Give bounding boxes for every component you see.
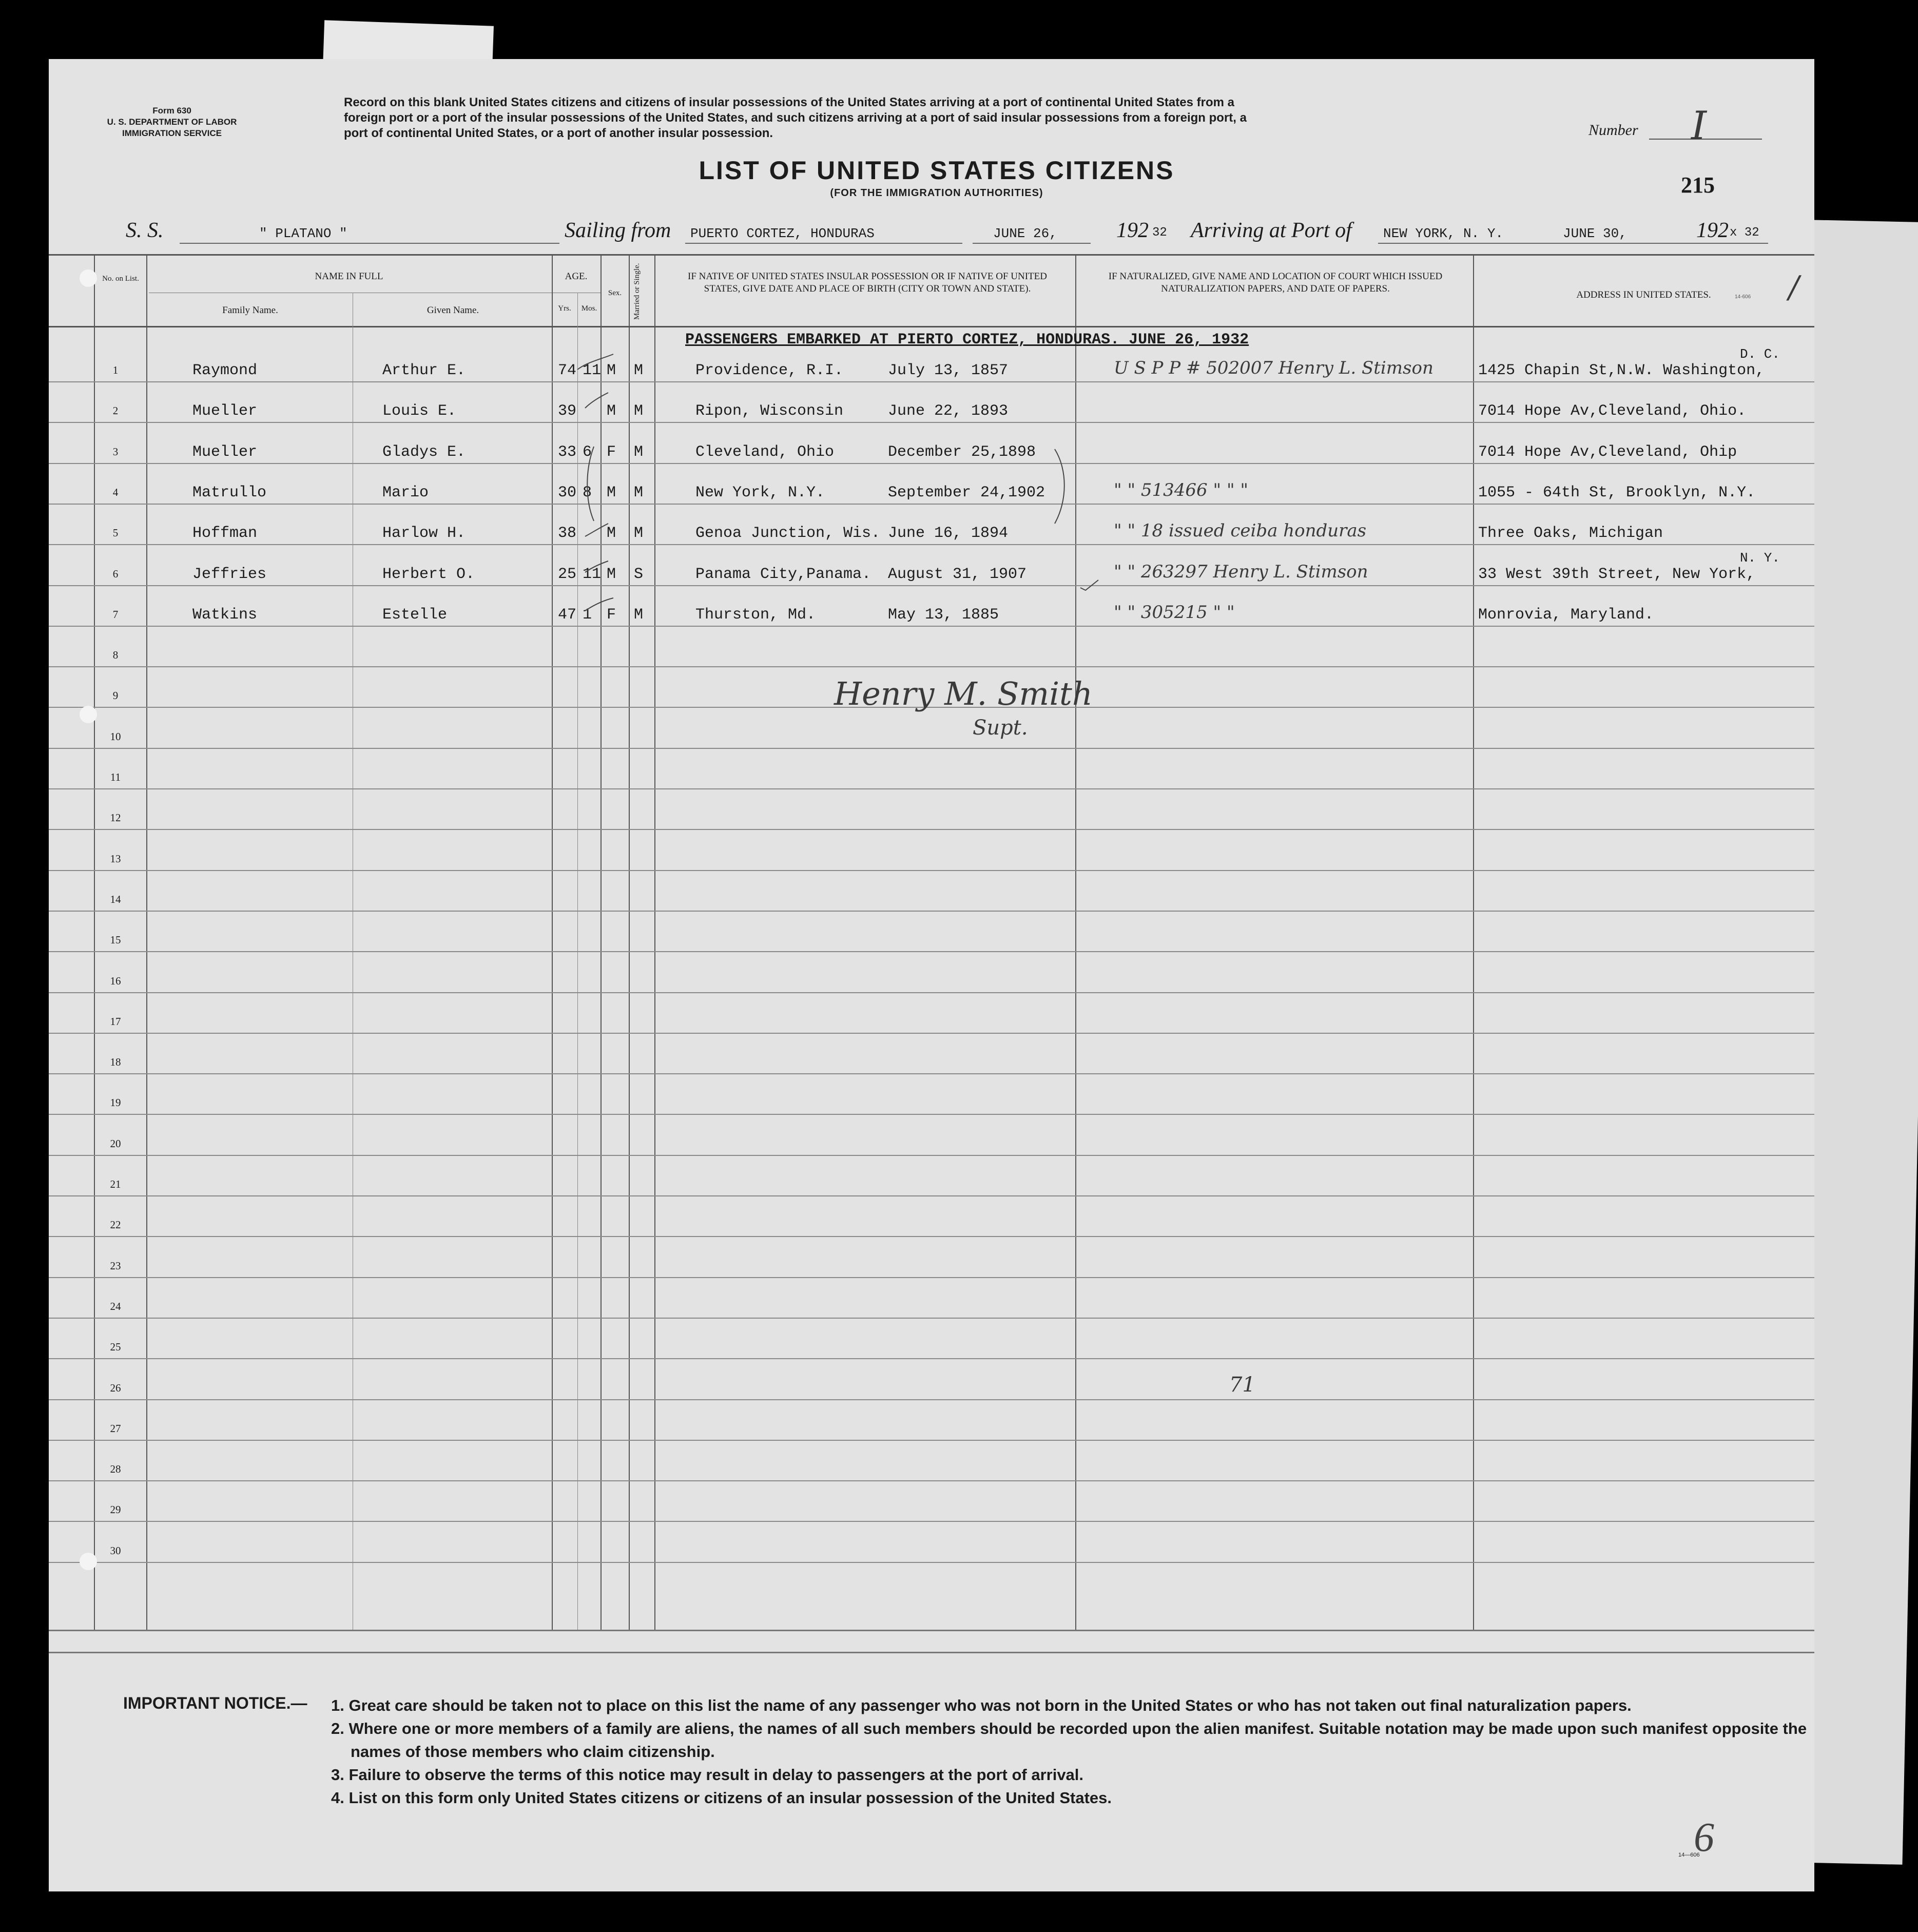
address: Three Oaks, Michigan [1478,525,1663,543]
family-name: Hoffman [192,525,258,543]
row-number: 19 [110,1096,121,1109]
address: Monrovia, Maryland. [1478,606,1654,624]
row-number: 13 [110,852,121,865]
tick-mark-2 [585,393,608,408]
arrival-year: 192 [1696,219,1729,242]
given-name: Estelle [382,606,448,624]
ship-name: " PLATANO " [259,226,347,241]
sex: F [607,606,616,624]
punch-hole [80,706,97,723]
marital-status: S [634,565,644,583]
arriving-label: Arriving at Port of [1191,219,1352,242]
tick-mark-5 [585,524,608,536]
col-head-sex: Sex. [608,289,622,297]
family-name: Mueller [192,443,258,461]
check-mark-4 [1080,580,1098,590]
row-number: 26 [110,1381,121,1394]
sex: M [607,525,616,543]
naturalization-note: " " 305215 " " [1114,602,1235,623]
given-name: Mario [382,484,429,501]
given-name: Harlow H. [382,525,466,543]
form-number: Form 630 [152,106,191,115]
birth-place: Providence, R.I. [695,362,844,379]
sex: M [607,362,616,379]
birth-place: Thurston, Md. [695,606,816,624]
naturalization-note: " " 513466 " " " [1114,479,1249,500]
col-head-age: AGE. [565,271,588,282]
signature-title: Supt. [973,716,1028,740]
notice-item-2: 2. Where one or more members of a family are aliens, the names of all such members should be recorded upon the alien manifest. Suitable notation may be made upon such manifest opposite the names of those members who claim citizenship. [331,1720,1807,1761]
printer-mark: 14-606 [1735,294,1751,300]
family-name: Mueller [192,402,258,420]
birth-place: Genoa Junction, Wis. [695,525,881,543]
address: 7014 Hope Av,Cleveland, Ohio. [1478,402,1747,420]
number-label: Number [1588,122,1638,139]
naturalization-note: " " 263297 Henry L. Stimson [1114,561,1368,582]
row-number: 30 [110,1544,121,1557]
address-state-note: N. Y. [1740,550,1780,566]
age-years: 74 [558,362,577,379]
age-months: 6 [583,443,592,461]
sailing-date: JUNE 26, [993,226,1057,241]
corner-handwritten-mark: 6 [1694,1815,1714,1860]
age-months: 8 [583,484,592,501]
row-number: 18 [110,1056,121,1069]
col-head-address: ADDRESS IN UNITED STATES. [1576,289,1711,300]
col-head-given: Given Name. [427,305,479,316]
arrival-year-correction: x 32 [1730,226,1759,240]
address-state-note: D. C. [1740,346,1780,362]
sex: M [607,402,616,420]
instructions-line-1: Record on this blank United States citizens and citizens of insular possessions of the United States arriving at a port of continental United States from a [344,95,1234,109]
margin-mark: / [1789,269,1799,305]
row-number: 3 [112,445,119,458]
row-number: 7 [112,608,119,621]
naturalization-note: " " 18 issued ceiba honduras [1114,520,1367,542]
age-years: 39 [558,402,577,420]
page-subtitle: (FOR THE IMMIGRATION AUTHORITIES) [830,187,1043,199]
birth-place: Panama City,Panama. [695,565,871,583]
embarkation-banner: PASSENGERS EMBARKED AT PIERTO CORTEZ, HONDURAS. JUNE 26, 1932 [685,331,1249,349]
birth-date: June 22, 1893 [888,402,1009,420]
row-number: 8 [112,649,119,662]
birth-place: Cleveland, Ohio [695,443,835,461]
age-years: 33 [558,443,577,461]
corner-code: 14—606 [1678,1852,1700,1858]
given-name: Herbert O. [382,565,475,583]
bracket-naturalized [1055,449,1064,524]
family-name: Watkins [192,606,258,624]
sailing-port: PUERTO CORTEZ, HONDURAS [690,226,875,241]
col-head-married: Married or Single. [633,263,641,320]
service-name: IMMIGRATION SERVICE [122,128,222,138]
notice-list [331,1694,1814,1809]
naturalization-note: U S P P # 502007 Henry L. Stimson [1114,358,1433,378]
row-number: 28 [110,1463,121,1476]
row-number: 29 [110,1503,121,1516]
col-head-no: No. on List. [102,275,139,283]
birth-date: September 24,1902 [888,484,1045,501]
age-years: 47 [558,606,577,624]
address: 1425 Chapin St,N.W. Washington, [1478,362,1765,379]
tick-mark-1 [577,354,613,370]
number-value: I [1691,103,1707,148]
birth-date: June 16, 1894 [888,525,1009,543]
row-number: 25 [110,1341,121,1354]
sailing-year: 192 [1116,219,1149,242]
row-number: 2 [112,404,119,417]
col-head-name-in-full: NAME IN FULL [315,271,383,282]
instructions-line-3: port of continental United States, or a port of another insular possession. [344,126,773,140]
age-years: 25 [558,565,577,583]
row-number: 9 [112,689,119,702]
row-number: 16 [110,974,121,987]
row-number: 21 [110,1178,121,1190]
row-number: 10 [110,730,121,743]
sex: M [607,484,616,501]
row-number: 14 [110,893,121,905]
sex: M [607,565,616,583]
notice-label: IMPORTANT NOTICE.— [123,1694,307,1712]
arrival-date: JUNE 30, [1563,226,1627,241]
mid-page-mark: 71 [1229,1373,1255,1397]
signature: Henry M. Smith [834,675,1093,712]
family-name: Raymond [192,362,258,379]
notice-item-3: 3. Failure to observe the terms of this notice may result in delay to passengers at the port of arrival. [331,1766,1084,1784]
row-number: 15 [110,934,121,946]
marital-status: M [634,443,644,461]
department-name: U. S. DEPARTMENT OF LABOR [107,117,237,127]
notice-item-1: 1. Great care should be taken not to place on this list the name of any passenger who was not born in the United States or who has not taken out final naturalization papers. [331,1696,1632,1714]
address: 33 West 39th Street, New York, [1478,565,1756,583]
bracket-mueller [587,447,594,521]
col-head-naturalized: IF NATURALIZED, GIVE NAME AND LOCATION OF COURT WHICH ISSUED NATURALIZATION PAPERS, AND DATE OF PAPERS. [1108,271,1443,294]
row-number: 1 [112,364,119,376]
given-name: Louis E. [382,402,457,420]
row-number: 24 [110,1300,121,1312]
age-months: 1 [583,606,592,624]
family-name: Jeffries [192,565,267,583]
row-number: 20 [110,1137,121,1150]
tick-mark-6 [585,561,608,572]
age-months: 11 [583,565,602,583]
birth-date: December 25,1898 [888,443,1036,461]
row-number: 17 [110,1015,121,1028]
birth-place: New York, N.Y. [695,484,825,501]
col-head-birth: IF NATIVE OF UNITED STATES INSULAR POSSESSION OR IF NATIVE OF UNITED STATES, GIVE DATE AND PLACE OF BIRTH (CITY OR TOWN AND STATE). [688,271,1047,294]
page-stamp-number: 215 [1681,172,1715,198]
given-name: Gladys E. [382,443,466,461]
arrival-port: NEW YORK, N. Y. [1383,226,1504,241]
punch-hole [80,1553,97,1570]
col-head-mos: Mos. [581,304,597,313]
page-title: LIST OF UNITED STATES CITIZENS [699,156,1175,185]
manifest-page [49,59,1814,1891]
marital-status: M [634,402,644,420]
marital-status: M [634,525,644,543]
instructions-line-2: foreign port or a port of the insular possessions of the United States, and such citizens arriving at a port of said insular possessions from a foreign port, a [344,111,1247,125]
row-number: 27 [110,1422,121,1435]
tick-mark-7 [585,598,613,611]
marital-status: M [634,484,644,501]
birth-date: July 13, 1857 [888,362,1009,379]
birth-place: Ripon, Wisconsin [695,402,844,420]
age-months: 11 [583,362,602,379]
given-name: Arthur E. [382,362,466,379]
sailing-label: Sailing from [565,219,671,242]
birth-date: May 13, 1885 [888,606,999,624]
row-number: 12 [110,812,121,824]
row-number: 4 [112,486,119,498]
notice-item-4: 4. List on this form only United States citizens or citizens of an insular possession of the United States. [331,1789,1112,1807]
col-head-yrs: Yrs. [558,304,571,313]
marital-status: M [634,606,644,624]
handwritten-marks [49,59,1814,1650]
age-years: 30 [558,484,577,501]
row-number: 6 [112,567,119,580]
row-number: 5 [112,527,119,539]
birth-date: August 31, 1907 [888,565,1027,583]
address: 7014 Hope Av,Cleveland, Ohip [1478,443,1737,461]
row-number: 11 [110,771,121,783]
ss-label: S. S. [126,219,164,242]
address: 1055 - 64th St, Brooklyn, N.Y. [1478,484,1756,501]
punch-hole [80,269,97,287]
sailing-year-correction: 32 [1152,226,1167,240]
family-name: Matrullo [192,484,267,501]
row-number: 22 [110,1219,121,1231]
sex: F [607,443,616,461]
age-years: 38 [558,525,577,543]
col-head-family: Family Name. [222,305,278,316]
marital-status: M [634,362,644,379]
row-number: 23 [110,1259,121,1272]
